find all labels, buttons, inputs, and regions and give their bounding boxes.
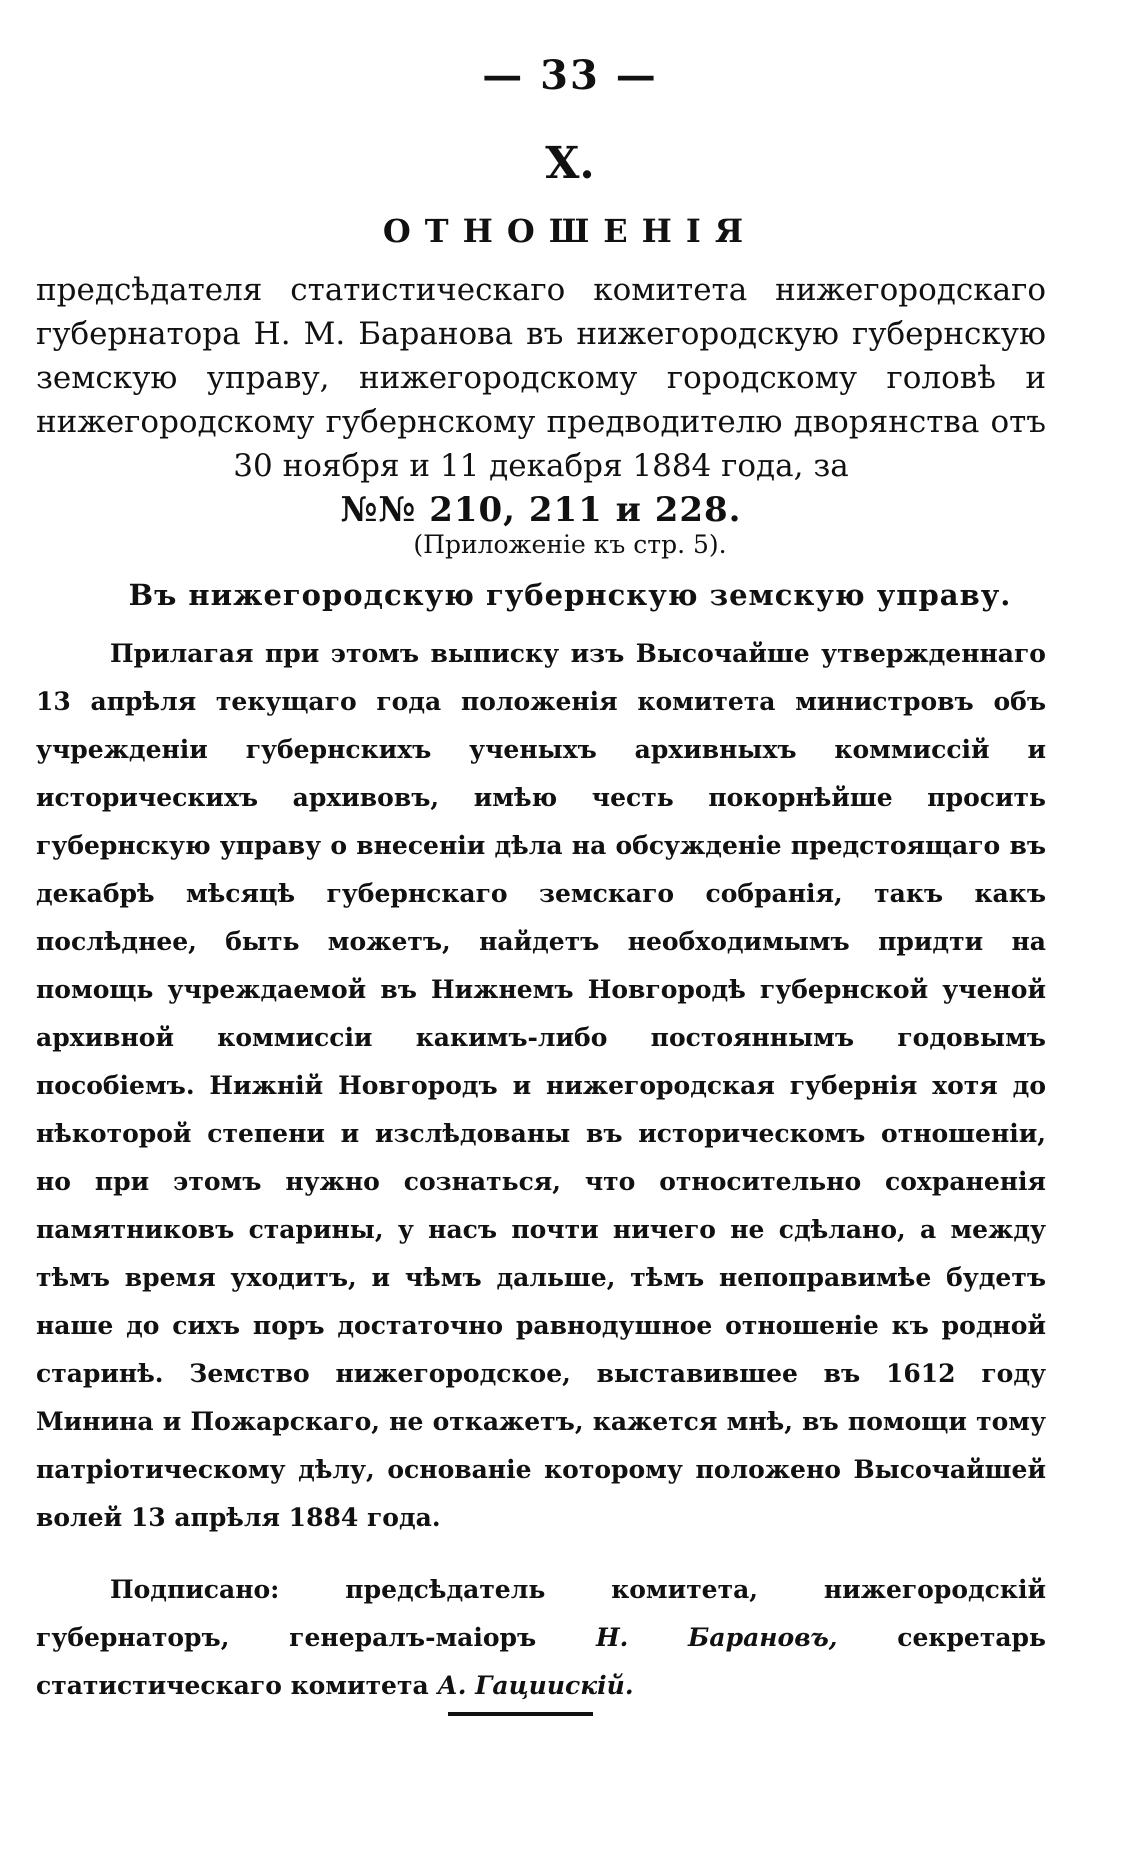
- secretary-label: секретарь статистическаго комитета: [36, 1623, 1046, 1700]
- letter-body: [36, 630, 1046, 1542]
- page-number: — 33 —: [482, 52, 658, 99]
- governor-name: Н. Барановъ,: [595, 1623, 838, 1652]
- heading-numbers: №№ 210, 211 и 228.: [340, 490, 742, 530]
- heading-text: предсѣдателя статистическаго комитета нижегородскаго губернатора Н. М. Баранова въ нижегородскую губернскую земскую управу, нижегородскому городскому головѣ и нижегородскому губернскому предводителю дворянства отъ 30 ноября и 11 декабря 1884 года, за: [36, 272, 1046, 484]
- document-title: ОТНОШЕНІЯ: [382, 212, 758, 250]
- section-numeral: X.: [545, 138, 595, 189]
- signature-paragraph: [36, 1566, 1046, 1710]
- document-heading: [36, 268, 1046, 532]
- end-rule: [448, 1712, 593, 1716]
- signature-block: [36, 1566, 1046, 1710]
- secretary-name: А. Гациискій.: [437, 1671, 634, 1700]
- body-paragraph: Прилагая при этомъ выписку изъ Высочайше утвержденнаго 13 апрѣля текущаго года положенія комитета министровъ объ учрежденіи губернскихъ ученыхъ архивныхъ коммиссій и историческихъ архивовъ, имѣю честь покорнѣйше просить губернскую управу о внесеніи дѣла на обсужденіе предстоящаго въ декабрѣ мѣсяцѣ губернскаго земскаго собранія, такъ какъ послѣднее, быть можетъ, найдетъ необходимымъ придти на помощь учреждаемой въ Нижнемъ Новгородѣ губернской ученой архивной коммиссіи какимъ-либо постояннымъ годовымъ пособіемъ. Нижній Новгородъ и нижегородская губернія хотя до нѣкоторой степени и изслѣдованы въ историческомъ отношеніи, но при этомъ нужно сознаться, что относительно сохраненія памятниковъ старины, у насъ почти ничего не сдѣлано, а между тѣмъ время уходитъ, и чѣмъ дальше, тѣмъ непоправимѣе будетъ наше до сихъ поръ достаточно равнодушное отношеніе къ родной старинѣ. Земство нижегородское, выставившее въ 1612 году Минина и Пожарскаго, не откажетъ, кажется мнѣ, въ помощи тому патріотическому дѣлу, основаніе которому положено Высочайшей волей 13 апрѣля 1884 года.: [36, 639, 1046, 1532]
- addressee-line: Въ нижегородскую губернскую земскую управу.: [128, 578, 1012, 612]
- signature-intro: Подписано: предсѣдатель комитета, нижегородскій губернаторъ, генералъ-маіоръ: [36, 1575, 1046, 1652]
- appendix-reference: (Приложеніе къ стр. 5).: [413, 530, 727, 559]
